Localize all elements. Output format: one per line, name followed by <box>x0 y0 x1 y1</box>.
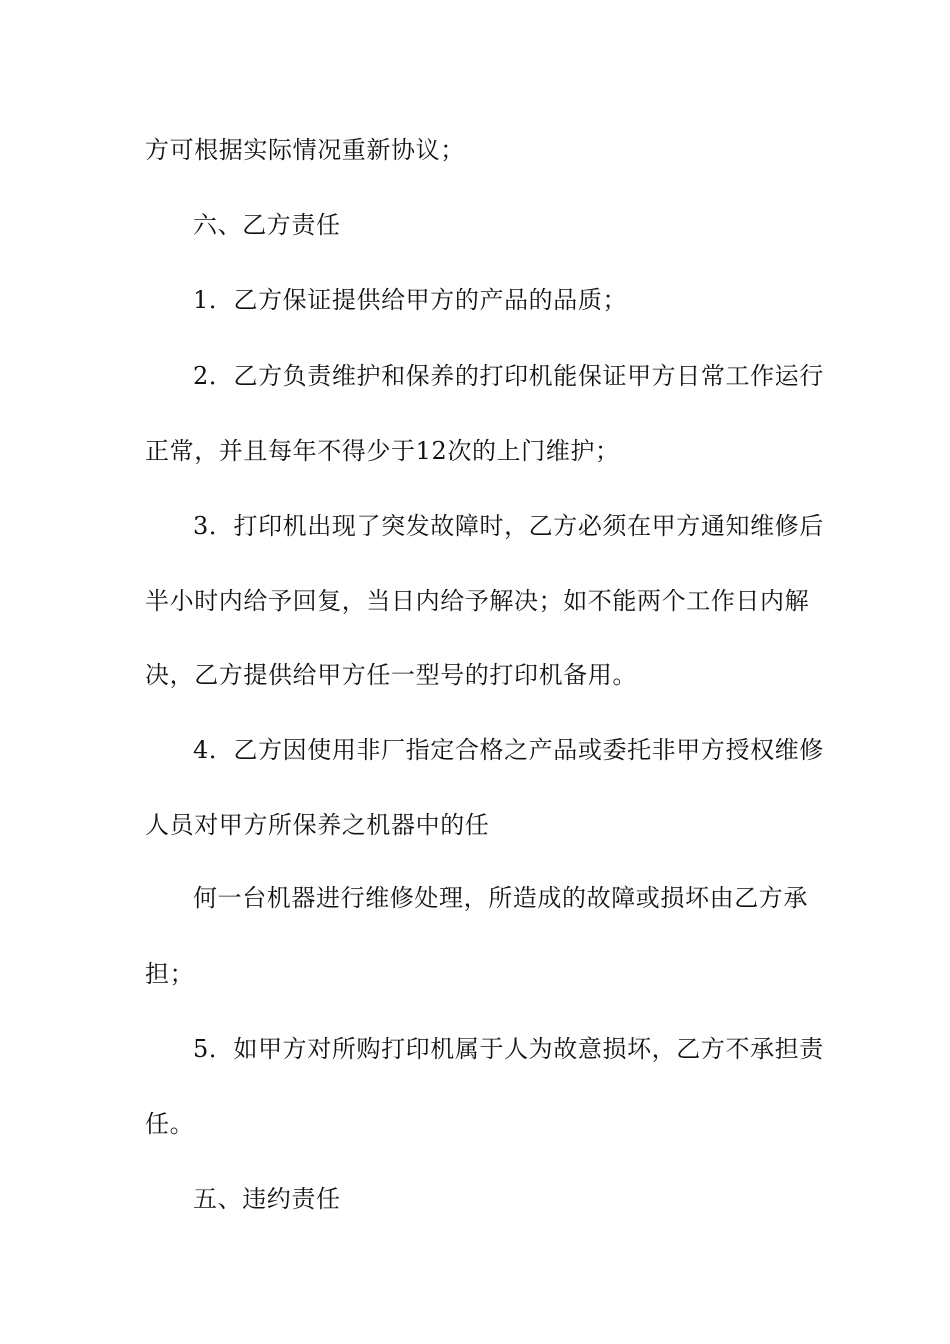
text-line: 方可根据实际情况重新协议； <box>145 136 465 164</box>
text-line: 1．乙方保证提供给甲方的产品的品质； <box>193 286 628 314</box>
section-heading: 六、乙方责任 <box>193 211 341 239</box>
text-line: 决，乙方提供给甲方任一型号的打印机备用。 <box>145 661 637 689</box>
text-line: 半小时内给予回复，当日内给予解决；如不能两个工作日内解 <box>145 587 810 615</box>
section-heading: 五、违约责任 <box>193 1185 341 1213</box>
text-line: 4．乙方因使用非厂指定合格之产品或委托非甲方授权维修 <box>193 736 824 764</box>
text-line: 3．打印机出现了突发故障时，乙方必须在甲方通知维修后 <box>193 512 824 540</box>
text-line: 担； <box>145 960 195 988</box>
text-line: 正常，并且每年不得少于12次的上门维护； <box>145 437 620 465</box>
text-line: 何一台机器进行维修处理，所造成的故障或损坏由乙方承 <box>193 884 808 912</box>
text-line: 5．如甲方对所购打印机属于人为故意损坏，乙方不承担责 <box>193 1035 824 1063</box>
text-line: 2．乙方负责维护和保养的打印机能保证甲方日常工作运行 <box>193 362 824 390</box>
text-line: 任。 <box>145 1110 195 1138</box>
text-line: 人员对甲方所保养之机器中的任 <box>145 811 490 839</box>
